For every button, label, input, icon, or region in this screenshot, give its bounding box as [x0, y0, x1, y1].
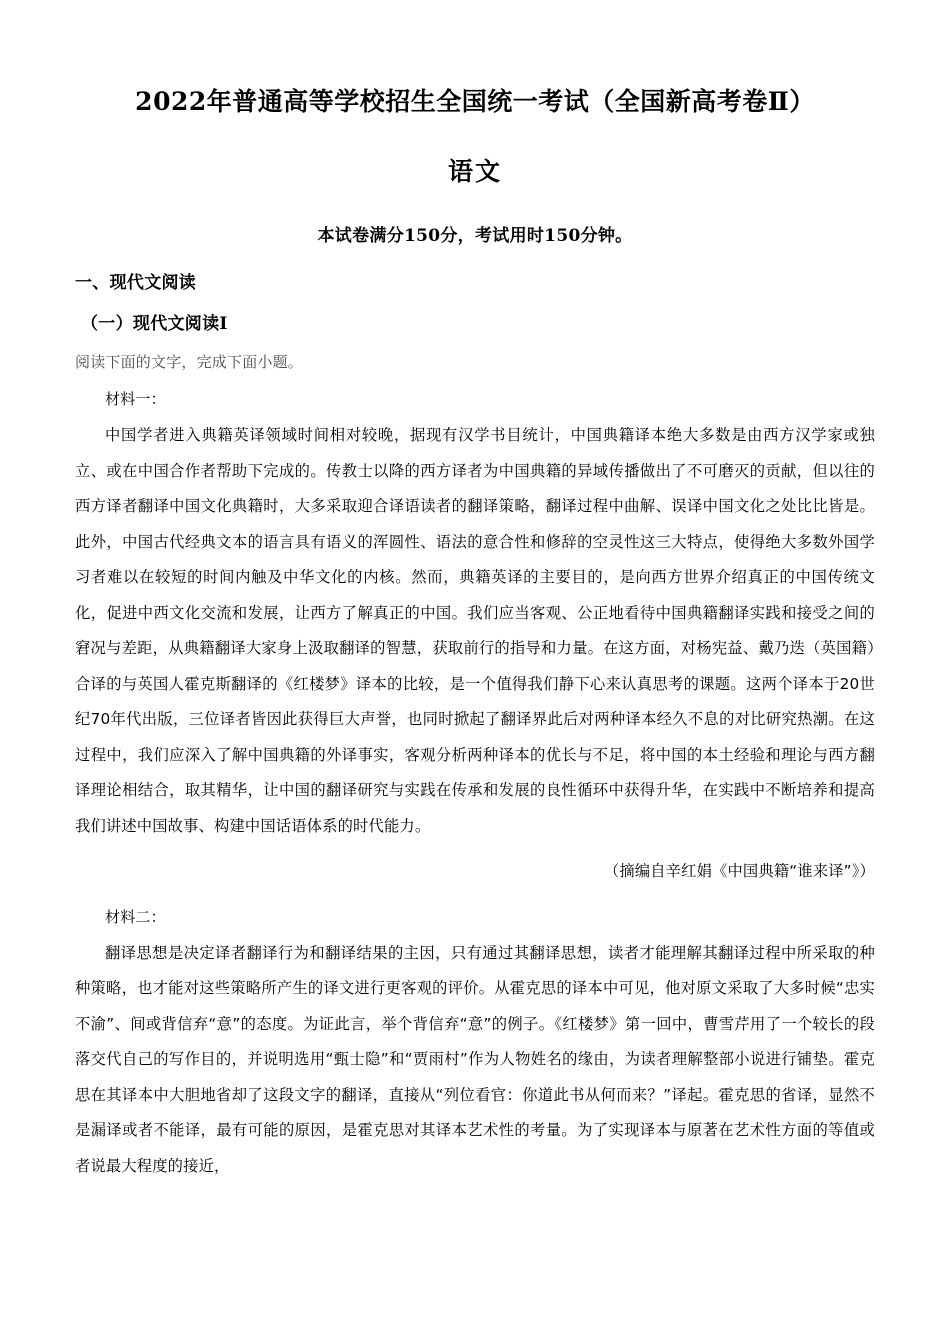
material-label-two: 材料二： — [105, 907, 166, 926]
exam-score-and-duration-note: 本试卷满分150分，考试用时150分钟。 — [317, 226, 633, 247]
reading-instruction: 阅读下面的文字，完成下面小题。 — [75, 353, 304, 372]
material-label-one: 材料一： — [105, 390, 166, 409]
section-heading-modern-reading: 一、现代文阅读 — [75, 273, 197, 294]
page-content — [75, 0, 875, 1184]
material-one-paragraph: 中国学者进入典籍英译领域时间相对较晚，据现有汉学书目统计，中国典籍译本绝大多数是由西方汉学家或独立、或在中国合作者帮助下完成的。传教士以降的西方译者为中国典籍的异域传播做出了不可磨灭的贡献，但以往的西方译者翻译中国文化典籍时，大多采取迎合译语读者的翻译策略，翻译过程中曲解、误译中国文化之处比比皆是。此外，中国古代经典文本的语言具有语义的浑圆性、语法的意合性和修辞的空灵性这三大特点，使得绝大多数外国学习者难以在较短的时间内触及中华文化的内核。然而，典籍英译的主要目的，是向西方世界介绍真正的中国传统文化，促进中西文化交流和发展，让西方了解真正的中国。我们应当客观、公正地看待中国典籍翻译实践和接受之间的窘况与差距，从典籍翻译大家身上汲取翻译的智慧，获取前行的指导和力量。在这方面，对杨宪益、戴乃迭（英国籍）合译的与英国人霍克斯翻译的《红楼梦》译本的比较，是一个值得我们静下心来认真思考的课题。这两个译本于20世纪70年代出版，三位译者皆因此获得巨大声誉，也同时掀起了翻译界此后对两种译本经久不息的对比研究热潮。在这过程中，我们应深入了解中国典籍的外译事实，客观分析两种译本的优长与不足，将中国的本土经验和理论与西方翻译理论相结合，取其精华，让中国的翻译研究与实践在传承和发展的良性循环中获得升华，在实践中不断培养和提高我们讲述中国故事、构建中国话语体系的时代能力。 — [75, 426, 875, 835]
page-title: 2022年普通高等学校招生全国统一考试（全国新高考卷Ⅱ） — [135, 87, 815, 116]
material-two-paragraph: 翻译思想是决定译者翻译行为和翻译结果的主因，只有通过其翻译思想，读者才能理解其翻译过程中所采取的种种策略，也才能对这些策略所产生的译文进行更客观的评价。从霍克思的译本中可见，他对原文采取了大多时候“忠实不渝”、间或背信弃“意”的态度。为证此言，举个背信弃“意”的例子。《红楼梦》第一回中，曹雪芹用了一个较长的段落交代自己的写作目的，并说明选用“甄士隐”和“贾雨村”作为人物姓名的缘由，为读者理解整部小说进行铺垫。霍克思在其译本中大胆地省却了这段文字的翻译，直接从“列位看官：你道此书从何而来？”译起。霍克思的省译，显然不是漏译或者不能译，最有可能的原因，是霍克思对其译本艺术性的考量。为了实现译本与原著在艺术性方面的等值或者说最大程度的接近， — [75, 943, 875, 1175]
material-one-citation: （摘编自辛红娟《中国典籍“谁来译”》） — [603, 862, 875, 881]
subsection-heading-reading-one: （一）现代文阅读Ⅰ — [81, 314, 228, 335]
subject-title: 语文 — [447, 157, 502, 187]
